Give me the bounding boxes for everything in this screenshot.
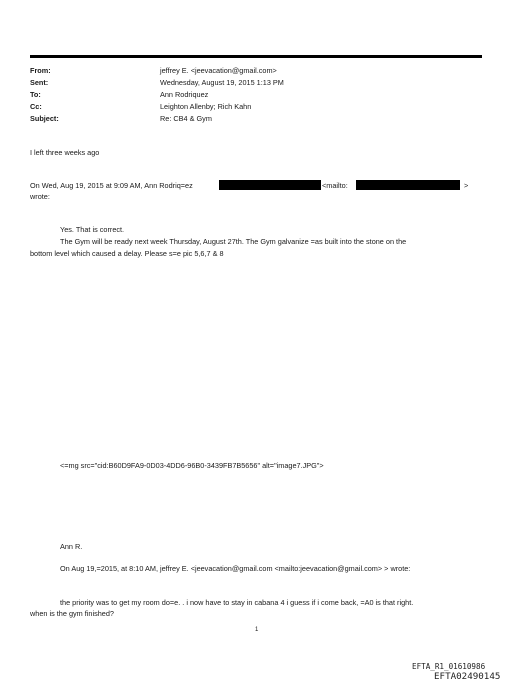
quoted-paragraph-2-line-1: The Gym will be ready next week Thursday, August 27th. The Gym galvanize =as built into the stone on the [60, 237, 407, 246]
subject-label: Subject: [30, 114, 59, 123]
bates-number-1: EFTA_R1_01610986 [412, 662, 486, 671]
signature: Ann R. [60, 542, 83, 551]
image-tag-text: <=mg src="cid:B60D9FA9-0D03-4DD6-96B0-3439FB7B5656" alt="image7.JPG"> [60, 461, 324, 470]
page-number: 1 [255, 627, 259, 633]
cc-label: Cc: [30, 102, 42, 111]
quote-header-line-1: On Wed, Aug 19, 2015 at 9:09 AM, Ann Rodriq=ez [30, 181, 193, 190]
quoted-paragraph-2-line-2: bottom level which caused a delay. Please s=e pic 5,6,7 & 8 [30, 249, 224, 258]
to-label: To: [30, 90, 41, 99]
nested-quote-line-2: when is the gym finished? [30, 609, 114, 618]
quote-header-line-2: wrote: [30, 192, 50, 201]
quoted-paragraph-1: Yes. That is correct. [60, 225, 125, 234]
reply-text: I left three weeks ago [30, 148, 100, 157]
sent-value: Wednesday, August 19, 2015 1:13 PM [160, 78, 284, 87]
nested-quote-header: On Aug 19,=2015, at 8:10 AM, jeffrey E. <jeevacation@gmail.com <mailto:jeevacation@gmail.com> > wrote: [60, 564, 411, 573]
quote-mailto-text: <mailto: [322, 181, 348, 190]
nested-quote-line-1: the priority was to get my room do=e. . i now have to stay in cabana 4 i guess if i come back, =A0 is that right. [60, 598, 414, 607]
sent-label: Sent: [30, 78, 49, 87]
redaction-bar [356, 180, 460, 190]
header-rule [30, 55, 482, 58]
to-value: Ann Rodriquez [160, 90, 209, 99]
subject-value: Re: CB4 & Gym [160, 114, 212, 123]
from-label: From: [30, 66, 51, 75]
cc-value: Leighton Allenby; Rich Kahn [160, 102, 252, 111]
redaction-bar [219, 180, 321, 190]
quote-close-bracket: > [464, 181, 469, 190]
bates-number-2: EFTA02490145 [434, 671, 501, 682]
from-value: jeffrey E. <jeevacation@gmail.com> [160, 66, 277, 75]
